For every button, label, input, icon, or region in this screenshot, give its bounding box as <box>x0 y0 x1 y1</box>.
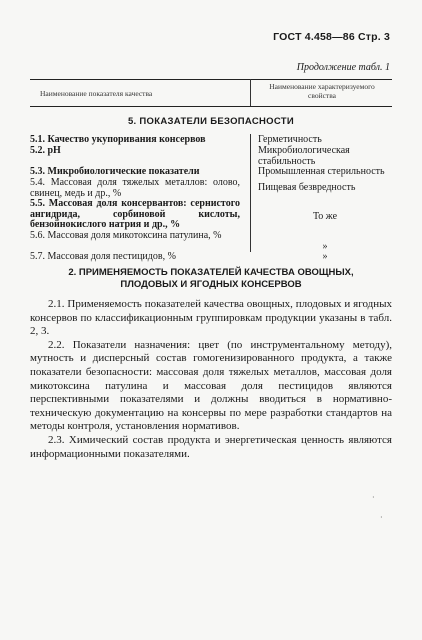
scan-speck: · <box>372 493 375 502</box>
property-cell: Герметичность <box>258 134 322 145</box>
property-cell: Промышленная стерильность <box>258 166 385 177</box>
property-cell: » <box>322 241 328 252</box>
column-header-indicator: Наименование показателя качества <box>40 89 153 98</box>
table-top-rule <box>30 79 392 80</box>
section-2-title: 2. ПРИМЕНЯЕМОСТЬ ПОКАЗАТЕЛЕЙ КАЧЕСТВА ОВОЩНЫХ, ПЛОДОВЫХ И ЯГОДНЫХ КОНСЕРВОВ <box>68 267 354 290</box>
table-row <box>30 178 392 199</box>
indicator-cell: 5.6. Массовая доля микотоксина патулина, % <box>30 230 222 241</box>
section-2-body <box>30 298 392 461</box>
table-row <box>30 199 392 231</box>
table-continuation-label: Продолжение табл. 1 <box>296 62 390 73</box>
header-column-divider <box>250 79 251 106</box>
table-row <box>30 231 392 252</box>
paragraph-2-1: 2.1. Применяемость показателей качества овощных, плодовых и ягодных консервов по классификационным группировкам продукции указаны в табл. 2, 3. <box>30 298 392 338</box>
indicator-cell: 5.3. Микробиологические показатели <box>30 166 200 177</box>
scan-speck: · <box>380 513 383 522</box>
table-header-bottom-rule <box>30 106 392 107</box>
property-cell: » <box>322 251 328 262</box>
property-cell: Пищевая безвредность <box>258 182 356 193</box>
property-cell: Микробиологическая стабильность <box>258 145 350 167</box>
safety-indicators-table <box>30 135 392 263</box>
table-row <box>30 252 392 263</box>
section-5-title: 5. ПОКАЗАТЕЛИ БЕЗОПАСНОСТИ <box>127 116 295 127</box>
table-row <box>30 146 392 167</box>
paragraph-2-3: 2.3. Химический состав продукта и энергетическая ценность являются информационными показателями. <box>30 433 392 460</box>
indicator-cell: 5.4. Массовая доля тяжелых металлов: олово, свинец, медь и др., % <box>30 177 240 199</box>
page-header: ГОСТ 4.458—86 Стр. 3 <box>273 31 390 43</box>
paragraph-2-2: 2.2. Показатели назначения: цвет (по инструментальному методу), мутность и дисперсный состав гомогенизированного продукта, а также показатели безопасности: массовая доля тяжелых металлов, массовая доля микотоксина патулина и массовая доля пестицидов являются перспективными показателями и должны вводиться в нормативно-техническую документацию на консервы по мере разработки стандартов на методы контроля, установления нормативов. <box>30 338 392 433</box>
indicator-cell: 5.5. Массовая доля консервантов: сернистого ангидрида, сорбиновой кислоты, бензойнокислого натрия и др., % <box>30 198 240 230</box>
property-cell: То же <box>312 211 338 222</box>
indicator-cell: 5.1. Качество укупоривания консервов <box>30 134 206 145</box>
indicator-cell: 5.7. Массовая доля пестицидов, % <box>30 251 176 262</box>
column-header-property: Наименование характеризуемого свойства <box>269 82 375 100</box>
indicator-cell: 5.2. pH <box>30 145 61 156</box>
